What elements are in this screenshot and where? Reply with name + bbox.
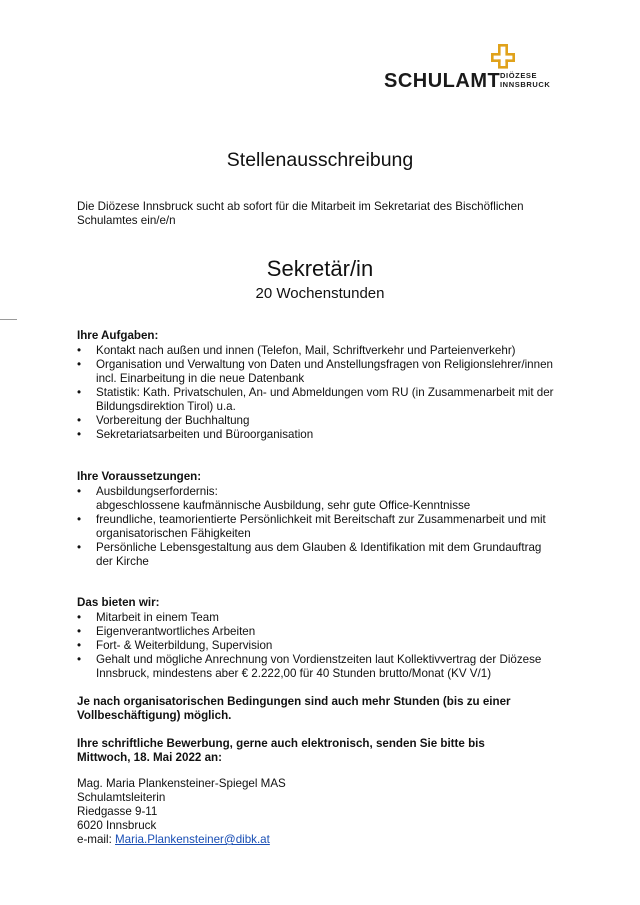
list-item-text: Innsbruck, mindestens aber € 2.222,00 für 40 Stunden brutto/Monat (KV V/1) — [96, 667, 492, 680]
list-item-text: • Vorbereitung der Buchhaltung — [96, 414, 250, 427]
email-link[interactable]: Maria.Plankensteiner@dibk.at — [115, 833, 270, 846]
section-title-requirements: Ihre Voraussetzungen: — [77, 470, 202, 483]
job-hours: 20 Wochenstunden — [255, 285, 385, 302]
list-item — [77, 625, 577, 639]
email-label: e-mail: — [77, 833, 116, 846]
application-deadline — [77, 737, 577, 765]
list-item — [77, 428, 577, 442]
intro-line-1: Die Diözese Innsbruck sucht ab sofort für die Mitarbeit im Sekretariat des Bischöflichen — [77, 200, 524, 213]
application-line-2: Mittwoch, 18. Mai 2022 an: — [77, 751, 222, 764]
list-item-text: organisatorischen Fähigkeiten — [96, 527, 251, 540]
list-item-text: • Ausbildungserfordernis: — [96, 485, 218, 498]
margin-marker — [0, 319, 17, 320]
logo-wordmark: SCHULAMT — [384, 70, 501, 92]
note-line-2: Vollbeschäftigung) möglich. — [77, 709, 232, 722]
list-item — [77, 358, 577, 386]
contact-name: Mag. Maria Plankensteiner-Spiegel MAS — [77, 777, 286, 790]
section-title-tasks: Ihre Aufgaben: — [77, 329, 159, 342]
list-item — [77, 653, 577, 681]
logo-subtitle — [500, 71, 550, 89]
hours-note — [77, 695, 577, 723]
list-item — [77, 611, 577, 625]
intro-line-2: Schulamtes ein/e/n — [77, 214, 176, 227]
offer-list — [77, 611, 577, 681]
list-item-text: der Kirche — [96, 555, 149, 568]
list-item-text: incl. Einarbeitung in die neue Datenbank — [96, 372, 305, 385]
contact-block — [77, 777, 477, 847]
cross-logo-icon — [488, 44, 518, 72]
application-line-1: Ihre schriftliche Bewerbung, gerne auch elektronisch, senden Sie bitte bis — [77, 737, 485, 750]
list-item-text: • Statistik: Kath. Privatschulen, An- und Abmeldungen vom RU (in Zusammenarbeit mit der — [96, 386, 554, 399]
section-title-offer: Das bieten wir: — [77, 596, 160, 609]
job-title: Sekretär/in — [266, 256, 374, 281]
requirements-list — [77, 485, 577, 569]
list-item-text: • Kontakt nach außen und innen (Telefon, Mail, Schriftverkehr und Parteienverkehr) — [96, 344, 516, 357]
contact-email-line — [77, 833, 477, 847]
list-item-text: • Fort- & Weiterbildung, Supervision — [96, 639, 273, 652]
contact-city: 6020 Innsbruck — [77, 819, 157, 832]
list-item — [77, 639, 577, 653]
list-item-text: Bildungsdirektion Tirol) u.a. — [96, 400, 236, 413]
logo-sub-line2: INNSBRUCK — [500, 80, 551, 89]
list-item-text: • Organisation und Verwaltung von Daten und Anstellungsfragen von Religionslehrer/innen — [96, 358, 553, 371]
intro-paragraph — [77, 200, 567, 228]
list-item — [77, 386, 577, 414]
list-item — [77, 541, 577, 569]
list-item-text: abgeschlossene kaufmännische Ausbildung, sehr gute Office-Kenntnisse — [96, 499, 471, 512]
list-item-text: • Persönliche Lebensgestaltung aus dem Glauben & Identifikation mit dem Grundauftrag — [96, 541, 542, 554]
note-line-1: Je nach organisatorischen Bedingungen sind auch mehr Stunden (bis zu einer — [77, 695, 511, 708]
list-item — [77, 344, 577, 358]
page-title: Stellenausschreibung — [226, 149, 414, 171]
list-item-text: • Sekretariatsarbeiten und Büroorganisation — [96, 428, 314, 441]
list-item — [77, 513, 577, 541]
schulamt-logo — [384, 44, 564, 92]
list-item — [77, 414, 577, 428]
tasks-list — [77, 344, 577, 442]
list-item-text: • Mitarbeit in einem Team — [96, 611, 219, 624]
list-item-text: • freundliche, teamorientierte Persönlichkeit mit Bereitschaft zur Zusammenarbeit und mit — [96, 513, 546, 526]
list-item-text: • Eigenverantwortliches Arbeiten — [96, 625, 256, 638]
contact-street: Riedgasse 9-11 — [77, 805, 158, 818]
list-item — [77, 485, 577, 513]
list-item-text: • Gehalt und mögliche Anrechnung von Vordienstzeiten laut Kollektivvertrag der Diözese — [96, 653, 542, 666]
contact-role: Schulamtsleiterin — [77, 791, 166, 804]
logo-sub-line1: DIÖZESE — [500, 71, 538, 80]
